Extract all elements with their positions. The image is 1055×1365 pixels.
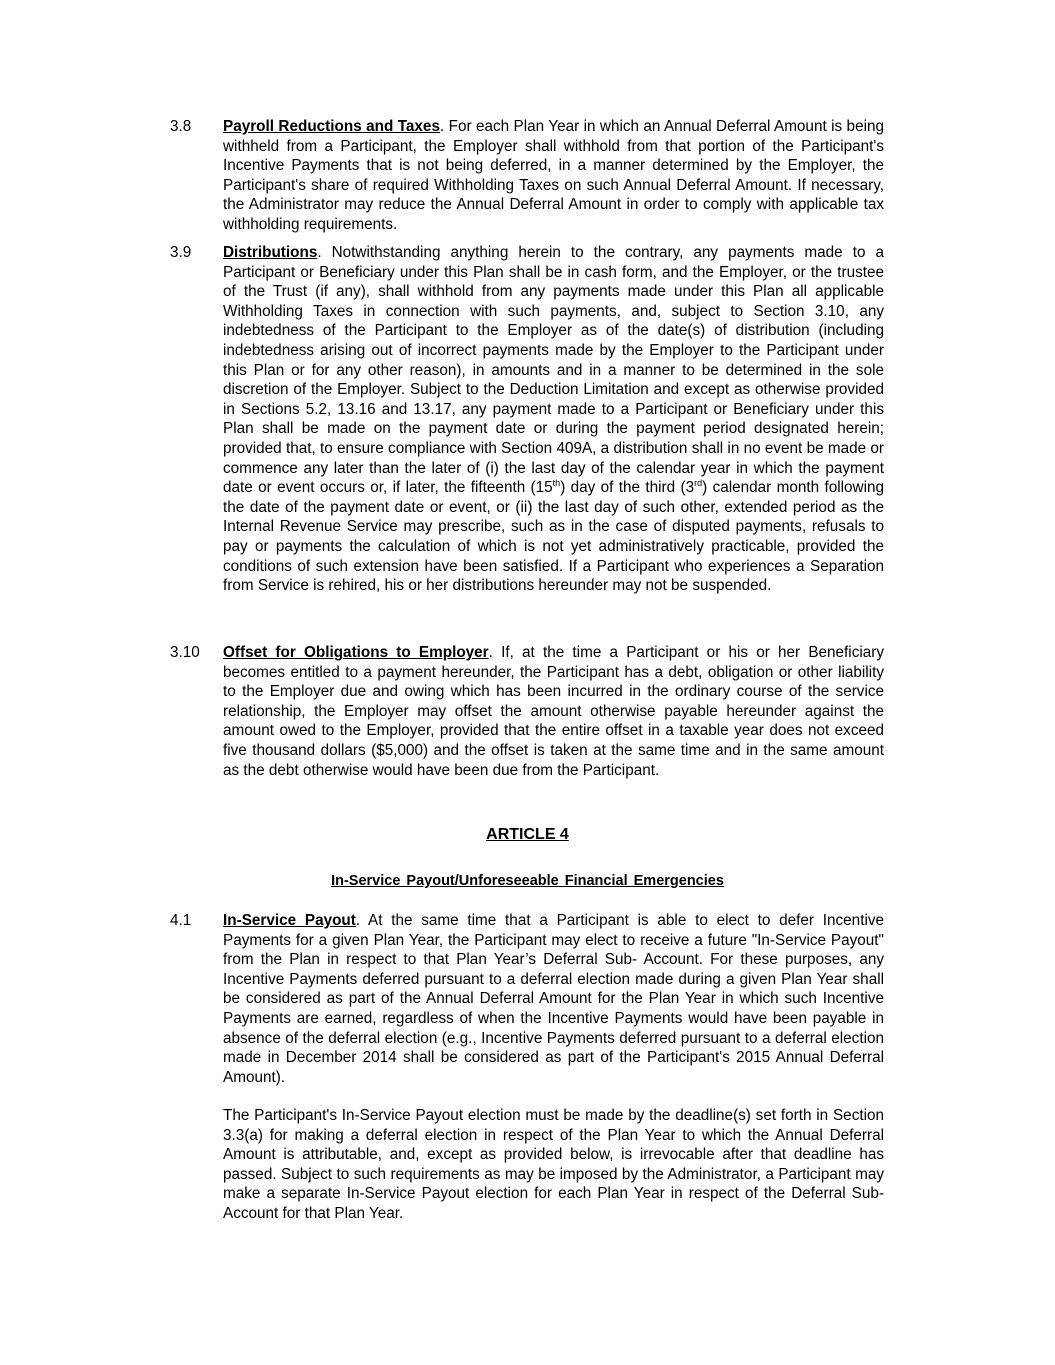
- article-subtitle: In-Service Payout/Unforeseeable Financial Emergencies: [331, 873, 724, 889]
- section-number: 4.1: [170, 912, 192, 929]
- section-body: [223, 643, 884, 780]
- section-text: ) day of the third (3: [560, 479, 695, 497]
- section-4-1-paragraph-2: The Participant's In-Service Payout election must be made by the deadline(s) set forth in Section 3.3(a) for making a deferral election in respect of the Plan Year to which the Annual Deferral Amount is attributable, and, except as provided below, is irrevocable after that deadline has passed. Subject to such requirements as may be imposed by the Administrator, a Participant may make a separate In-Service Payout election for each Plan Year in respect of the Deferral Sub-Account for that Plan Year.: [223, 1107, 884, 1222]
- section-body: [223, 243, 884, 596]
- section-number: 3.9: [170, 244, 192, 261]
- superscript: rd: [694, 478, 703, 489]
- section-3-10: [170, 643, 884, 780]
- superscript: th: [552, 478, 561, 489]
- section-text: ) calendar month following the date of the payment date or event, or (ii) the last day of such other, extended period as the Internal Revenue Service may prescribe, such as in the case of disputed payments, refusals to pay or payments the calculation of which is not yet administratively practicable, provided the conditions of such extension have been satisfied. If a Participant who experiences a Separation from Service is rehired, his or her distributions hereunder may not be suspended.: [223, 479, 885, 595]
- section-text: . Notwithstanding anything herein to the contrary, any payments made to a Participant or Beneficiary under this Plan shall be in cash form, and the Employer, or the trustee of the Trust (if any), shall withhold from any payments made under this Plan all applicable Withholding Taxes in connection with such payments, and, subject to Section 3.10, any indebtedness of the Participant to the Employer as of the date(s) of distribution (including indebtedness arising out of incorrect payments made by the Employer to the Participant under this Plan or for any other reason), in amounts and in a manner to be determined in the sole discretion of the Employer. Subject to the Deduction Limitation and except as otherwise provided in Sections 5.2, 13.16 and 13.17, any payment made to a Participant or Beneficiary under this Plan shall be made on the payment date or during the payment period designated herein; provided that, to ensure compliance with Section 409A, a distribution shall in no event be made or commence any later than the later of (i) the last day of the calendar year in which the payment date or event occurs or, if later, the fifteenth (15: [223, 244, 884, 497]
- section-3-8: [170, 117, 884, 235]
- section-heading: Payroll Reductions and Taxes: [223, 118, 440, 135]
- article-title: ARTICLE 4: [486, 826, 569, 843]
- section-text: . For each Plan Year in which an Annual Deferral Amount is being withheld from a Participant, the Employer shall withhold from that portion of the Participant's Incentive Payments that is not being deferred, in a manner determined by the Employer, the Participant's share of required Withholding Taxes on such Annual Deferral Amount. If necessary, the Administrator may reduce the Annual Deferral Amount in order to comply with applicable tax withholding requirements.: [223, 118, 884, 233]
- section-heading: Offset for Obligations to Employer: [223, 644, 489, 661]
- section-3-9: [170, 243, 884, 596]
- section-body: [223, 911, 884, 1087]
- section-heading: Distributions: [223, 244, 318, 261]
- section-heading: In-Service Payout: [223, 912, 356, 929]
- section-text: . At the same time that a Participant is able to elect to defer Incentive Payments for a given Plan Year, the Participant may elect to receive a future "In-Service Payout" from the Plan in respect to that Plan Year’s Deferral Sub- Account. For these purposes, any Incentive Payments deferred pursuant to a deferral election made during a given Plan Year shall be considered as part of the Annual Deferral Amount for the Plan Year in which such Incentive Payments are earned, regardless of when the Incentive Payments would have been payable in absence of the deferral election (e.g., Incentive Payments deferred pursuant to a deferral election made in December 2014 shall be considered as part of the Participant's 2015 Annual Deferral Amount).: [223, 912, 884, 1086]
- section-number: 3.8: [170, 118, 192, 135]
- section-number: 3.10: [170, 644, 200, 661]
- section-text: . If, at the time a Participant or his or her Beneficiary becomes entitled to a payment hereunder, the Participant has a debt, obligation or other liability to the Employer due and owing which has been incurred in the ordinary course of the service relationship, the Employer may offset the amount otherwise payable hereunder against the amount owed to the Employer, provided that the entire offset in a taxable year does not exceed five thousand dollars ($5,000) and the offset is taken at the same time and in the same amount as the debt otherwise would have been due from the Participant.: [223, 644, 884, 779]
- section-body: [223, 117, 884, 235]
- section-4-1: [170, 911, 884, 1087]
